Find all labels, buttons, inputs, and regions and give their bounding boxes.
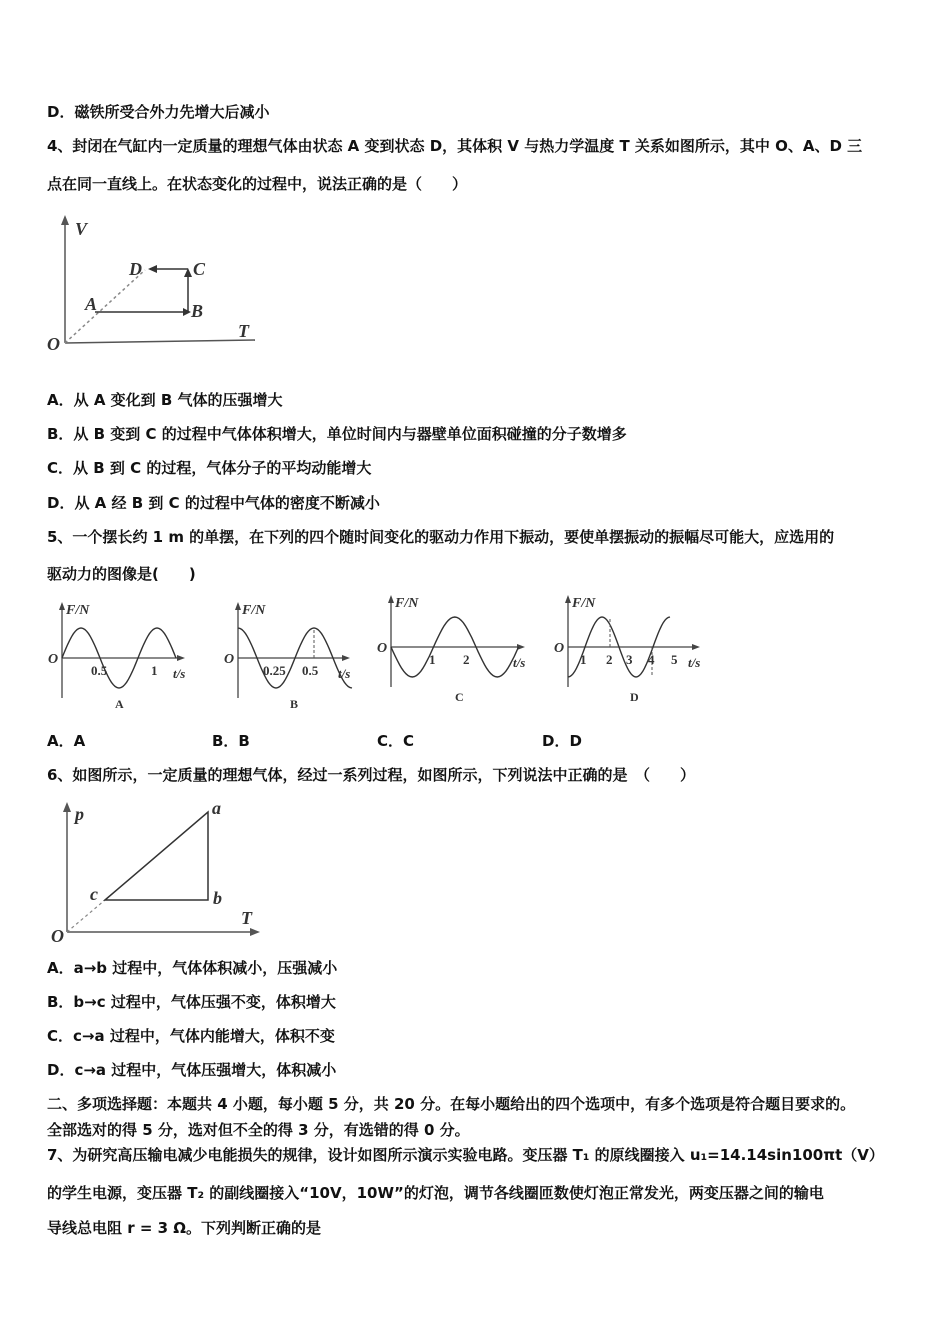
q5-option-c: C．C (377, 732, 415, 750)
q6-option-c: C．c→a 过程中，气体内能增大，体积不变 (47, 1027, 335, 1045)
tick-label: 1 (580, 652, 587, 667)
x-axis-arrow (692, 644, 700, 650)
p-axis-label: p (75, 804, 84, 824)
point-c-label: c (90, 884, 98, 904)
q5-option-a: A．A (47, 732, 86, 750)
y-axis-arrow (565, 595, 571, 603)
force-graph-c (377, 593, 545, 708)
tick-label: 3 (626, 652, 633, 667)
q5-option-d: D．D (542, 732, 582, 750)
point-d-label: D (129, 259, 142, 279)
t-axis-label: T (238, 321, 249, 341)
graph-caption: D (630, 690, 639, 704)
q5-stem-line1: 5、一个摆长约 1 m 的单摆，在下列的四个随时间变化的驱动力作用下振动，要使单摆振动的振幅尽可能大，应选用的 (47, 528, 835, 546)
tick-label: 5 (671, 652, 678, 667)
x-axis-arrow (342, 655, 350, 661)
x-axis-label: t/s (513, 655, 526, 670)
q7-stem-line1: 7、为研究高压输电减少电能损失的规律，设计如图所示演示实验电路。变压器 T₁ 的原线圈接入 u₁=14.14sin100πt（V） (47, 1146, 884, 1164)
origin-label: O (47, 334, 60, 354)
q3-option-d: D．磁铁所受合外力先增大后减小 (47, 103, 270, 121)
q4-stem-line1: 4、封闭在气缸内一定质量的理想气体由状态 A 变到状态 D，其体积 V 与热力学温度 T 关系如图所示，其中 O、A、D 三 (47, 137, 863, 155)
graph-caption: B (290, 697, 299, 711)
force-graph-b (224, 600, 370, 715)
q6-stem: 6、如图所示，一定质量的理想气体，经过一系列过程，如图所示，下列说法中正确的是 （ ） (47, 766, 695, 784)
origin-label: O (554, 641, 565, 656)
section2-heading-line2: 全部选对的得 5 分，选对但不全的得 3 分，有选错的得 0 分。 (47, 1121, 470, 1139)
point-c-label: C (193, 259, 206, 279)
q7-stem-line2: 的学生电源，变压器 T₂ 的副线圈接入“10V，10W”的灯泡，调节各线圈匝数使灯泡正常发光，两变压器之间的输电 (47, 1184, 824, 1202)
section2-heading-line1: 二、多项选择题：本题共 4 小题，每小题 5 分，共 20 分。在每小题给出的四个选项中，有多个选项是符合题目要求的。 (47, 1095, 856, 1113)
q6-option-b: B．b→c 过程中，气体压强不变，体积增大 (47, 993, 336, 1011)
point-a-label: a (212, 798, 221, 818)
origin-label: O (51, 926, 64, 946)
q5-stem-line2: 驱动力的图像是( ) (47, 565, 196, 583)
tick-label: 4 (648, 652, 655, 667)
y-axis-label: F/N (395, 596, 419, 611)
tick-label: 2 (606, 652, 613, 667)
q6-option-a: A．a→b 过程中，气体体积减小，压强减小 (47, 959, 338, 977)
q4-option-c: C．从 B 到 C 的过程，气体分子的平均动能增大 (47, 459, 372, 477)
y-axis-arrow (235, 602, 241, 610)
tick-label: 2 (463, 652, 470, 667)
origin-label: O (377, 641, 388, 656)
force-graph-a (45, 600, 205, 715)
q7-stem-line3: 导线总电阻 r = 3 Ω。下列判断正确的是 (47, 1219, 322, 1237)
graph-caption: C (455, 690, 464, 704)
v-axis-label: V (75, 219, 88, 239)
y-axis-arrow (59, 602, 65, 610)
point-b-label: b (213, 888, 222, 908)
y-axis-label: F/N (572, 596, 596, 611)
q6-option-d: D．c→a 过程中，气体压强增大，体积减小 (47, 1061, 337, 1079)
t-axis-label: T (241, 908, 252, 928)
q4-stem-line2: 点在同一直线上。在状态变化的过程中，说法正确的是（ ） (47, 175, 468, 193)
q4-option-a: A．从 A 变化到 B 气体的压强增大 (47, 391, 283, 409)
q5-option-b: B．B (212, 732, 250, 750)
y-axis-arrow (388, 595, 394, 603)
graph-caption: A (115, 697, 124, 711)
point-b-label: B (191, 301, 204, 321)
tick-label: 1 (151, 663, 158, 678)
q6-pt-diagram (45, 800, 275, 945)
q4-vt-diagram (45, 215, 265, 355)
origin-label: O (48, 652, 59, 667)
y-axis-label: F/N (66, 603, 90, 618)
tick-label: 0.25 (263, 663, 286, 678)
tick-label: 1 (429, 652, 436, 667)
x-axis-label: t/s (173, 666, 186, 681)
x-axis-label: t/s (688, 655, 701, 670)
x-axis-arrow (177, 655, 185, 661)
tick-label: 0.5 (302, 663, 319, 678)
y-axis-label: F/N (242, 603, 266, 618)
x-axis-label: t/s (338, 666, 351, 681)
force-graph-d (554, 593, 720, 708)
q4-option-b: B．从 B 变到 C 的过程中气体体积增大，单位时间内与器壁单位面积碰撞的分子数增多 (47, 425, 627, 443)
point-a-label: A (85, 294, 98, 314)
origin-label: O (224, 652, 235, 667)
tick-label: 0.5 (91, 663, 108, 678)
q4-option-d: D．从 A 经 B 到 C 的过程中气体的密度不断减小 (47, 494, 380, 512)
